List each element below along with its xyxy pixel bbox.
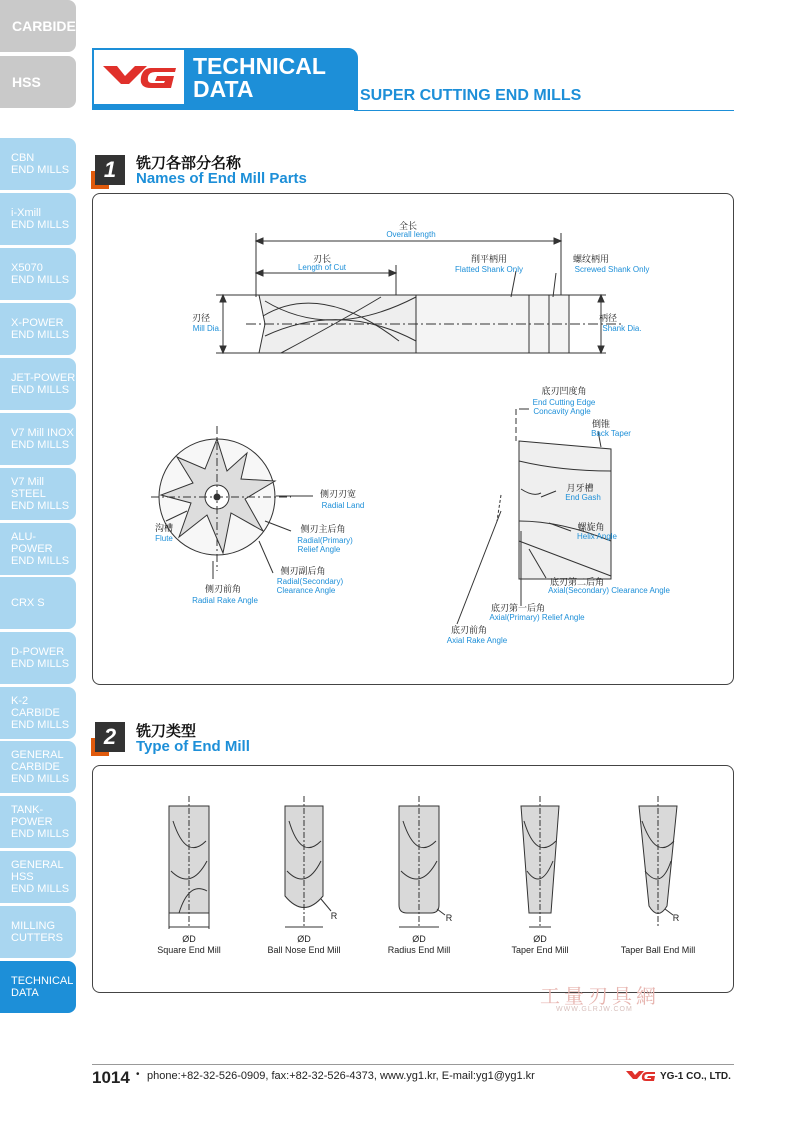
label-axrake-en: Axial Rake Angle	[446, 636, 508, 645]
label-concave-en1: End Cutting Edge	[532, 398, 596, 407]
type-name-5: Taper Ball End Mill	[620, 945, 696, 955]
section-number-1: 1	[95, 155, 125, 185]
label-flat-en: Flatted Shank Only	[454, 265, 524, 274]
side-view	[216, 233, 621, 353]
label-screw-cn: 螺纹柄用	[572, 255, 610, 265]
label-axpri-en: Axial(Primary) Relief Angle	[489, 613, 585, 622]
end-mill-parts-diagram	[93, 194, 733, 684]
types-panel	[92, 765, 734, 993]
type-dim-3: ØD	[412, 934, 426, 944]
label-primary-en2: Relief Angle	[297, 545, 341, 554]
page-title: TECHNICAL DATA	[193, 53, 326, 102]
sidebar-item-alu-power-end-mills[interactable]: ALU-POWER END MILLS	[0, 523, 76, 575]
label-land-en: Radial Land	[321, 501, 365, 510]
label-secondary-cn: 侧刃副后角	[280, 567, 326, 577]
footer-divider	[92, 1064, 734, 1065]
footer-bullet: •	[136, 1069, 140, 1080]
label-cut-en: Length of Cut	[297, 263, 347, 272]
parts-diagram-panel	[92, 193, 734, 685]
sidebar-item-tank-power-end-mills[interactable]: TANK-POWER END MILLS	[0, 796, 76, 848]
type-dim-2: ØD	[297, 934, 311, 944]
label-axrake-cn: 底刃前角	[450, 626, 488, 636]
type-r-5: R	[672, 913, 680, 923]
sidebar-item-v7-mill-steel-end-mills[interactable]: V7 Mill STEEL END MILLS	[0, 468, 76, 520]
type-name-2: Ball Nose End Mill	[267, 945, 341, 955]
yg-logo-icon	[99, 62, 179, 92]
label-secondary-en1: Radial(Secondary)	[276, 577, 344, 586]
section2-title-cn: 铣刀类型	[136, 722, 197, 740]
sidebar-item-milling-cutters[interactable]: MILLING CUTTERS	[0, 906, 76, 958]
label-rake-en: Radial Rake Angle	[192, 596, 258, 605]
sidebar-item-general-carbide-end-mills[interactable]: GENERAL CARBIDE END MILLS	[0, 741, 76, 793]
type-dim-1: ØD	[182, 934, 196, 944]
label-rake-cn: 侧刃前角	[204, 585, 242, 595]
contact-info: phone:+82-32-526-0909, fax:+82-32-526-4373, www.yg1.kr, E-mail:yg1@yg1.kr	[147, 1070, 535, 1082]
label-cut-cn: 刃长	[312, 255, 332, 265]
page-number: 1014	[92, 1068, 130, 1087]
label-milldia-cn: 刃径	[191, 314, 211, 324]
type-name-3: Radius End Mill	[387, 945, 451, 955]
type-r-3: R	[445, 913, 453, 923]
sidebar-item-i-xmill-end-mills[interactable]: i-Xmill END MILLS	[0, 193, 76, 245]
label-concave-en2: Concavity Angle	[533, 407, 591, 416]
label-primary-en1: Radial(Primary)	[297, 536, 353, 545]
label-overall-cn: 全长	[398, 222, 418, 232]
label-helix-en: Helix Angle	[576, 532, 618, 541]
footer-logo-icon	[625, 1069, 655, 1083]
label-land-cn: 侧刃刃宽	[319, 490, 357, 500]
sidebar-item-general-hss-end-mills[interactable]: GENERAL HSS END MILLS	[0, 851, 76, 903]
tab-hss[interactable]: HSS	[0, 56, 76, 108]
section2-title-en: Type of End Mill	[136, 738, 250, 755]
section-number-2: 2	[95, 722, 125, 752]
label-shankdia-en: Shank Dia.	[602, 324, 642, 333]
label-screw-en: Screwed Shank Only	[574, 265, 650, 274]
radius-end-mill-icon	[399, 796, 445, 927]
sidebar-item-v7-mill-inox-end-mills[interactable]: V7 Mill INOX END MILLS	[0, 413, 76, 465]
label-flute-cn: 沟槽	[154, 524, 174, 534]
label-flat-cn: 削平柄用	[470, 255, 508, 265]
taper-end-mill-icon	[521, 796, 559, 927]
sidebar-item-x-power-end-mills[interactable]: X-POWER END MILLS	[0, 303, 76, 355]
label-taper-cn: 倒锥	[591, 420, 611, 430]
taper-ball-end-mill-icon	[639, 796, 677, 926]
sidebar-item-d-power-end-mills[interactable]: D-POWER END MILLS	[0, 632, 76, 684]
header-divider	[354, 110, 734, 111]
sidebar-item-technical-data[interactable]: TECHNICAL DATA	[0, 961, 76, 1013]
label-concave-cn: 底刃凹度角	[541, 387, 587, 397]
label-helix-cn: 螺旋角	[577, 523, 605, 533]
label-taper-en: Back Taper	[591, 429, 631, 438]
company-name: YG-1 CO., LTD.	[660, 1071, 731, 1082]
section1-title-en: Names of End Mill Parts	[136, 170, 307, 187]
tab-carbide[interactable]: CARBIDE	[0, 0, 76, 52]
label-flute-en: Flute	[155, 534, 173, 543]
label-axsec-en: Axial(Secondary) Clearance Angle	[548, 586, 670, 595]
label-secondary-en2: Clearance Angle	[276, 586, 336, 595]
yg-logo	[94, 50, 184, 104]
label-axpri-cn: 底刃第一后角	[490, 604, 546, 614]
sidebar-item-jet-power-end-mills[interactable]: JET-POWER END MILLS	[0, 358, 76, 410]
label-gash-cn: 月牙槽	[566, 484, 594, 494]
label-milldia-en: Mill Dia.	[192, 324, 222, 333]
sidebar-item-x5070-end-mills[interactable]: X5070 END MILLS	[0, 248, 76, 300]
label-shankdia-cn: 柄径	[598, 314, 618, 324]
page-subtitle: SUPER CUTTING END MILLS	[360, 87, 582, 104]
label-primary-cn: 侧刃主后角	[300, 525, 346, 535]
type-name-1: Square End Mill	[157, 945, 221, 955]
watermark-url: WWW.GLRJW.COM	[556, 1006, 633, 1013]
ball-nose-end-mill-icon	[285, 796, 331, 927]
type-dim-4: ØD	[533, 934, 547, 944]
sidebar-item-crx-s[interactable]: CRX S	[0, 577, 76, 629]
watermark: 工量刃具網	[540, 984, 660, 1008]
type-r-2: R	[330, 911, 338, 921]
label-overall-en: Overall length	[386, 230, 436, 239]
type-name-4: Taper End Mill	[511, 945, 569, 955]
section1-title-cn: 铣刀各部分名称	[136, 154, 242, 172]
square-end-mill-icon	[169, 796, 209, 929]
end-mill-types-diagram	[93, 766, 733, 992]
cross-section-view	[151, 426, 313, 579]
label-axsec-cn: 底刃第二后角	[549, 578, 605, 588]
label-gash-en: End Gash	[565, 493, 601, 502]
sidebar-item-cbn-end-mills[interactable]: CBN END MILLS	[0, 138, 76, 190]
sidebar-item-k-2-carbide-end-mills[interactable]: K-2 CARBIDE END MILLS	[0, 687, 76, 739]
